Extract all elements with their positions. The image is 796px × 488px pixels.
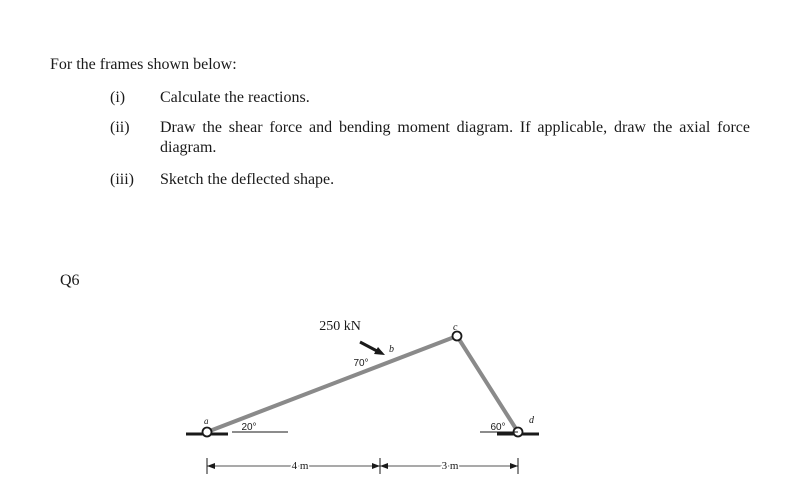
node-label-a: a	[204, 416, 209, 426]
task-number-1: (i)	[110, 89, 126, 106]
angle-label-right: 60°	[490, 422, 506, 433]
pin-support-a	[186, 428, 228, 437]
task-number-3: (iii)	[110, 171, 134, 188]
load-arrow	[360, 342, 385, 355]
node-label-c: c	[453, 322, 458, 333]
task-text-2: Draw the shear force and bending moment diagram. If applicable, draw the axial force diagram.	[160, 119, 750, 156]
member-ac	[207, 336, 457, 432]
task-number-2: (ii)	[110, 119, 130, 136]
load-label: 250 kN	[319, 319, 361, 334]
dimension-label-right: 3 m	[441, 460, 459, 472]
question-label: Q6	[60, 272, 80, 289]
member-cd	[457, 336, 518, 432]
instructions-heading: For the frames shown below:	[50, 56, 237, 73]
task-text-3: Sketch the deflected shape.	[160, 171, 335, 188]
angle-label-left: 20°	[241, 422, 257, 433]
dimension-label-left: 4 m	[291, 460, 309, 472]
node-label-d: d	[529, 415, 534, 426]
dimension-line	[207, 458, 518, 474]
load-angle-label: 70°	[353, 358, 369, 369]
node-label-b: b	[389, 344, 394, 355]
task-text-1: Calculate the reactions.	[160, 89, 310, 106]
